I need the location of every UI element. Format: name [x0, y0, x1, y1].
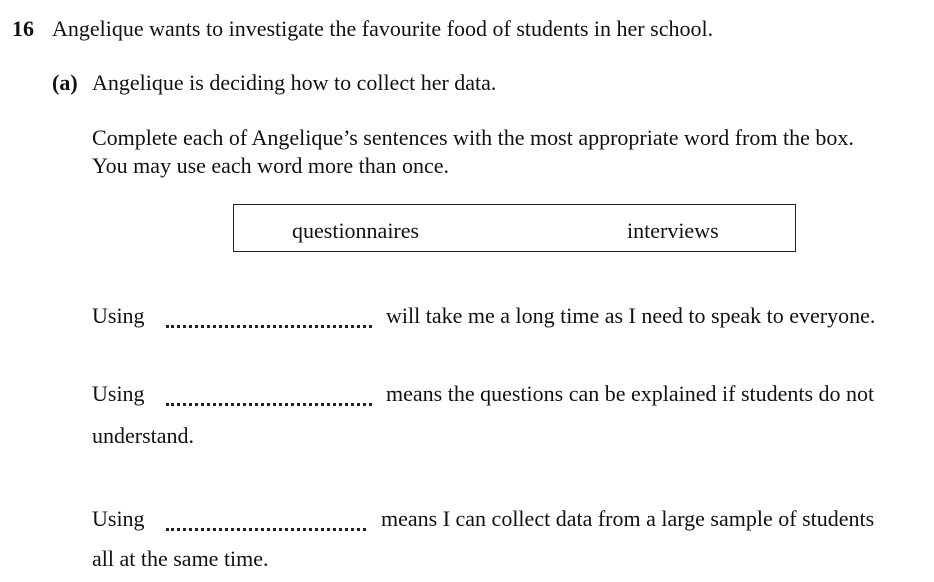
part-label: (a): [52, 70, 78, 95]
sentence-2-text: means the questions can be explained if students do not: [386, 381, 875, 406]
sentence-3-lead: Using: [92, 506, 145, 531]
word-box-option-interviews: interviews: [627, 218, 719, 243]
sentence-2-answer-blank[interactable]: [166, 403, 372, 406]
sentence-2-continuation: understand.: [92, 423, 195, 448]
instruction-line-1: Complete each of Angelique’s sentences with the most appropriate word from the box.: [92, 125, 854, 150]
part-text: Angelique is deciding how to collect her data.: [92, 70, 497, 95]
sentence-1-lead: Using: [92, 303, 145, 328]
sentence-1-text: will take me a long time as I need to speak to everyone.: [386, 303, 876, 328]
sentence-2-lead: Using: [92, 381, 145, 406]
sentence-3-continuation: all at the same time.: [92, 546, 269, 571]
question-stem: Angelique wants to investigate the favourite food of students in her school.: [52, 16, 714, 41]
question-number: 16: [12, 16, 34, 41]
instruction-line-2: You may use each word more than once.: [92, 153, 450, 178]
word-box-option-questionnaires: questionnaires: [292, 218, 420, 243]
sentence-3-text: means I can collect data from a large sample of students: [381, 506, 875, 531]
sentence-1-answer-blank[interactable]: [166, 325, 372, 328]
sentence-3-answer-blank[interactable]: [166, 528, 366, 531]
